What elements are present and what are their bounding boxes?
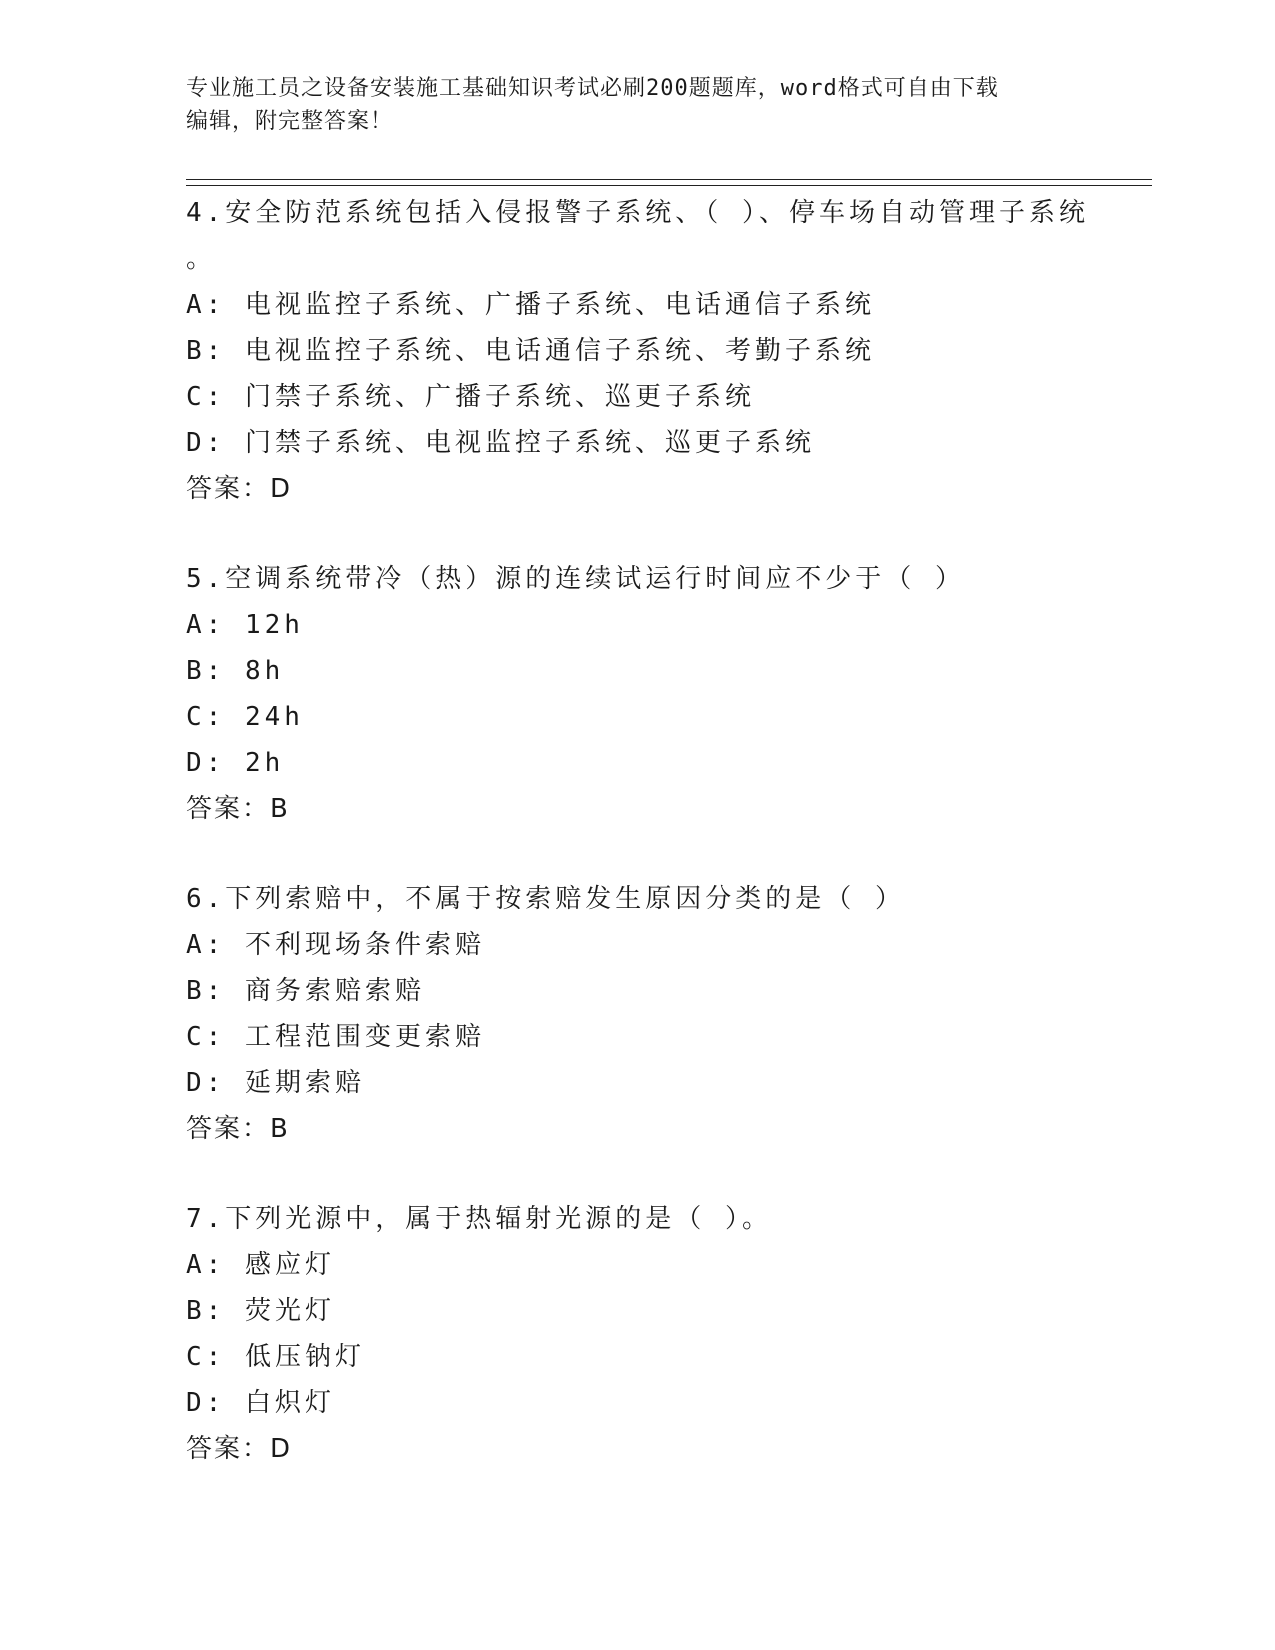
option-c: C: 门禁子系统、广播子系统、巡更子系统 (186, 382, 755, 412)
header-line-2: 编辑，附完整答案！ (186, 109, 394, 134)
answer: 答案：B (186, 794, 290, 824)
answer: 答案：D (186, 474, 293, 504)
option-a: A: 电视监控子系统、广播子系统、电话通信子系统 (186, 290, 875, 320)
option-c: C: 24h (186, 702, 304, 732)
question-list (186, 190, 1146, 1472)
question-stem (186, 1196, 1146, 1242)
answer: 答案：B (186, 1114, 290, 1144)
question-stem (186, 876, 1146, 922)
option-a: A: 感应灯 (186, 1250, 335, 1280)
option-b: B: 商务索赔索赔 (186, 976, 425, 1006)
option-a: A: 不利现场条件索赔 (186, 930, 485, 960)
header-divider-top (186, 179, 1152, 180)
option-a: A: 12h (186, 610, 304, 640)
question-stem-continuation: 。 (186, 244, 217, 274)
question-stem-text: 4.安全防范系统包括入侵报警子系统、（ ）、停车场自动管理子系统 (186, 198, 1089, 228)
option-d: D: 门禁子系统、电视监控子系统、巡更子系统 (186, 428, 815, 458)
option-b: B: 荧光灯 (186, 1296, 335, 1326)
question-stem-text: 6.下列索赔中，不属于按索赔发生原因分类的是（ ） (186, 884, 905, 914)
question-stem (186, 190, 1146, 282)
question-stem (186, 556, 1146, 602)
question-stem-text: 7.下列光源中，属于热辐射光源的是（ ）。 (186, 1204, 772, 1234)
question-6 (186, 876, 1146, 1152)
header-divider-bottom (186, 185, 1152, 186)
spacer (186, 832, 1146, 876)
option-b: B: 8h (186, 656, 285, 686)
option-c: C: 低压钠灯 (186, 1342, 365, 1372)
question-5 (186, 556, 1146, 832)
document-header (186, 72, 1066, 138)
question-7 (186, 1196, 1146, 1472)
option-d: D: 延期索赔 (186, 1068, 365, 1098)
option-b: B: 电视监控子系统、电话通信子系统、考勤子系统 (186, 336, 875, 366)
question-4 (186, 190, 1146, 512)
option-c: C: 工程范围变更索赔 (186, 1022, 485, 1052)
question-stem-text: 5.空调系统带冷（热）源的连续试运行时间应不少于（ ） (186, 564, 965, 594)
spacer (186, 512, 1146, 556)
spacer (186, 1152, 1146, 1196)
answer: 答案：D (186, 1434, 293, 1464)
option-d: D: 2h (186, 748, 285, 778)
header-line-1: 专业施工员之设备安装施工基础知识考试必刷200题题库，word格式可自由下载 (186, 76, 999, 101)
option-d: D: 白炽灯 (186, 1388, 335, 1418)
